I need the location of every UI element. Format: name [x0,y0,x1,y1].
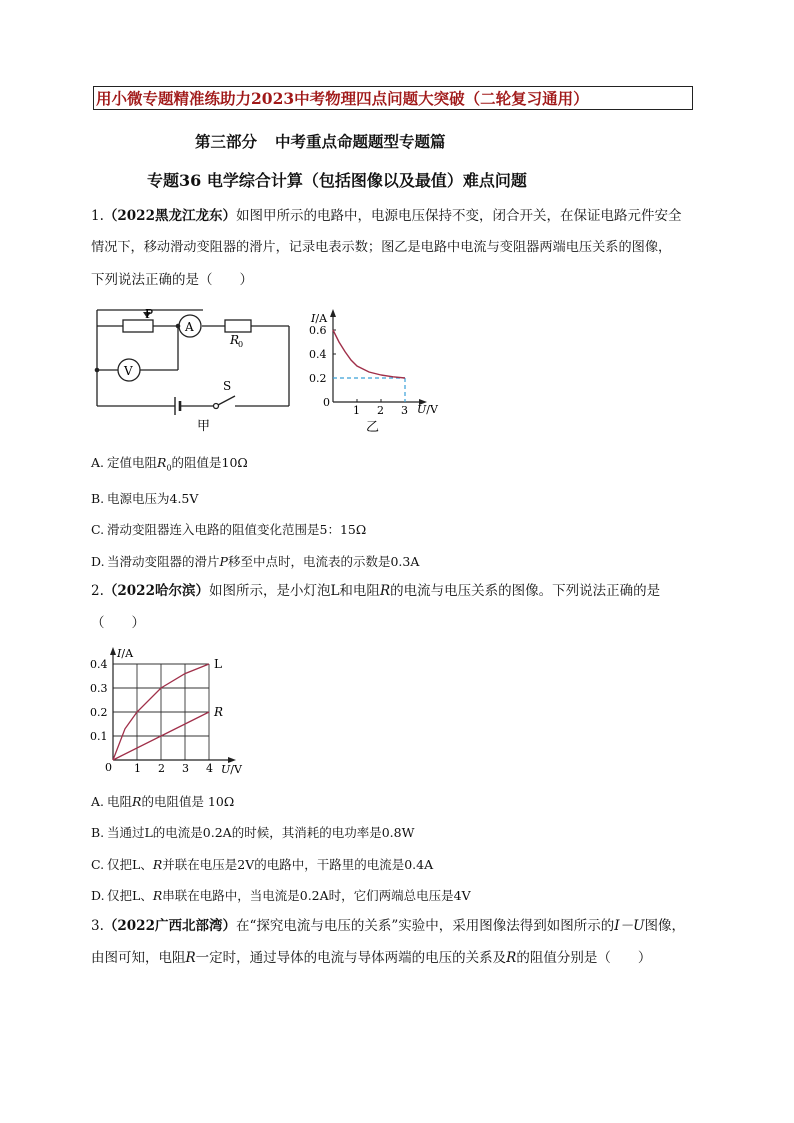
option-text: 当通过L的电流是0.2A的时候，其消耗的电功率是0.8W [107,825,415,840]
y-tick-label: 0.2 [309,372,327,385]
question-3-stem: 的阻值分别是（ ） [516,950,652,966]
y-tick-label: 0.4 [309,348,327,361]
option-variable: R [132,794,142,809]
option-text: 当滑动变阻器的滑片 [107,554,220,569]
question-2-stem: 如图所示，是小灯泡L和电阻 [208,583,380,599]
graph-1-axes [330,309,427,405]
option-text: 移至中点时，电流表的示数是0.3A [227,554,420,569]
option-label: D. [91,888,105,903]
switch-label: S [223,379,232,393]
option-text: 的阻值是10Ω [171,455,248,470]
question-2-variable: R [379,583,391,599]
x-tick-label: 1 [134,762,141,775]
x-tick-label: 1 [353,404,360,417]
question-2-source: （2022哈尔滨） [103,583,209,599]
graph-caption: 乙 [366,420,380,435]
option-variable: R [152,888,163,903]
question-2 [91,575,711,639]
option-text: 仅把L、 [107,857,153,872]
voltmeter-label: V [124,364,133,378]
option-variable: R [152,857,163,872]
slider-label: P [145,307,154,321]
series-label-l: L [214,657,222,671]
topic-title: 专题36 电学综合计算（包括图像以及最值）难点问题 [147,171,527,190]
question-1 [91,200,711,296]
resistor-subscript: 0 [238,340,244,349]
q1-option-d[interactable] [91,552,419,570]
question-2-line1 [91,575,711,607]
option-variable: P [219,554,228,569]
q1-option-c[interactable] [91,520,366,538]
graph-2-xlabel: U/V [221,763,242,776]
option-label: A. [91,794,105,809]
header-banner: 用小微专题精准练助力2023中考物理四点问题大突破（二轮复习通用） [93,86,693,110]
graph-1-ylabel: I/A [311,312,328,325]
option-text: 电源电压为4.5V [107,491,199,506]
question-3-variable: I－U [614,918,645,934]
question-3-stem: 由图可知，电阻 [91,950,186,966]
question-3-line2 [91,942,711,974]
graph-1 [300,300,450,440]
circuit-diagram [85,300,305,440]
question-3-variable: R [506,950,517,966]
question-3-variable: R [185,950,196,966]
resistor-label: R [230,333,240,347]
question-3-stem: 图像， [644,918,685,934]
question-3-stem: 一定时，通过导体的电流与导体两端的电压的关系及 [195,950,507,966]
option-text: 仅把L、 [107,888,153,903]
option-label: A. [91,455,105,470]
option-text: 串联在电路中，当电流是0.2A时，它们两端总电压是4V [162,888,471,903]
q1-option-b[interactable] [91,489,198,507]
series-line-iu [333,330,405,378]
option-text: 的电阻值是 10Ω [141,794,235,809]
part-heading [195,130,446,152]
option-label: D. [91,554,105,569]
option-label: C. [91,857,105,872]
option-label: B. [91,491,105,506]
q2-option-c[interactable] [91,855,433,873]
question-2-line2: （ ） [91,615,145,631]
x-tick-label: 3 [401,404,408,417]
q1-option-a[interactable] [91,453,248,473]
y-tick-label: 0.1 [90,730,108,743]
question-1-line3: 下列说法正确的是（ ） [91,272,253,288]
question-1-number: 1. [91,208,104,224]
question-3 [91,910,711,974]
x-tick-label: 3 [182,762,189,775]
x-tick-label: 4 [206,762,213,775]
question-1-stem-1: 如图甲所示的电路中，电源电压保持不变，闭合开关，在保证电路元件安全 [235,208,682,224]
circuit-caption: 甲 [197,419,211,434]
ammeter-label: A [185,320,194,334]
option-text: 滑动变阻器连入电路的阻值变化范围是5：15Ω [107,522,367,537]
graph-2-ylabel: I/A [117,647,134,660]
q2-option-b[interactable] [91,823,414,841]
question-3-source: （2022广西北部湾） [103,918,236,934]
option-text: 定值电阻 [107,455,158,470]
question-1-line1 [91,200,711,232]
y-tick-label: 0.3 [90,682,108,695]
option-label: C. [91,522,105,537]
option-variable: R [157,455,167,470]
question-1-line2: 情况下，移动滑动变阻器的滑片，记录电表示数；图乙是电路中电流与变阻器两端电压关系的图像， [91,240,672,255]
part-number: 第三部分 [195,132,258,151]
question-3-number: 3. [91,918,104,934]
q2-option-d[interactable] [91,886,471,904]
x-tick-label: 2 [158,762,165,775]
question-3-stem: 在“探究电流与电压的关系”实验中，采用图像法得到如图所示的 [235,918,615,934]
option-text: 电阻 [107,794,133,809]
y-tick-label: 0.4 [90,658,108,671]
question-3-line1 [91,910,711,942]
option-text: 并联在电压是2V的电路中，干路里的电流是0.4A [162,857,434,872]
junction-dot [176,324,181,329]
y-tick-label: 0.6 [309,324,327,337]
option-label: B. [91,825,105,840]
part-title: 中考重点命题题型专题篇 [275,132,446,151]
graph-1-origin: 0 [323,396,330,409]
question-1-source: （2022黑龙江龙东） [103,208,236,224]
series-label-r: R [214,705,224,719]
y-tick-label: 0.2 [90,706,108,719]
question-2-number: 2. [91,583,104,599]
graph-1-xlabel: U/V [417,403,438,416]
question-2-stem: 的电流与电压关系的图像。下列说法正确的是 [390,583,661,599]
option-subscript: 0 [166,463,172,473]
x-tick-label: 2 [377,404,384,417]
graph-2-origin: 0 [105,761,112,774]
graph-2 [85,640,255,780]
q2-option-a[interactable] [91,792,234,810]
junction-dot [95,368,100,373]
